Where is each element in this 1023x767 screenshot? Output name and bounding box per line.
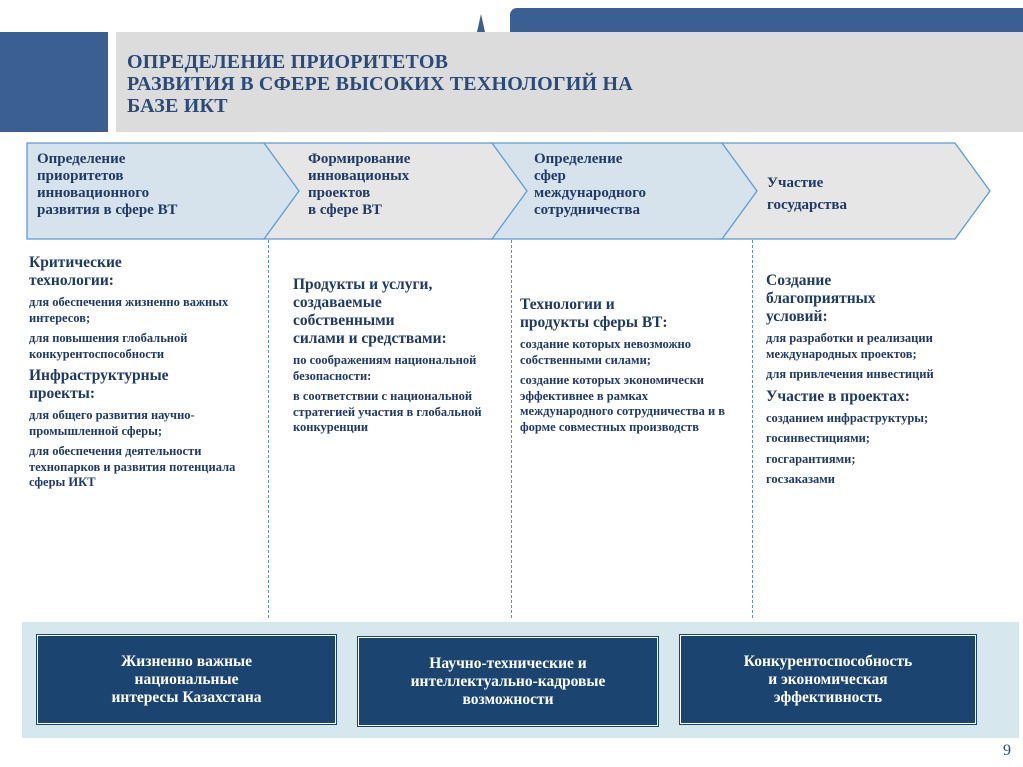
column-heading bbox=[520, 296, 742, 332]
goal-box-line: национальные bbox=[134, 670, 239, 688]
slide-title-line: РАЗВИТИЯ В СФЕРЕ ВЫСОКИХ ТЕХНОЛОГИЙ НА bbox=[127, 73, 633, 95]
column-heading-line: собственными bbox=[293, 312, 395, 329]
column-item: для обеспечения деятельности технопарков и развития потенциала сферы ИКТ bbox=[29, 444, 236, 489]
slide-title-line: БАЗЕ ИКТ bbox=[127, 95, 228, 117]
column-item: для обеспечения жизненно важных интересов; bbox=[29, 295, 229, 325]
chevron-label-line: развития в сфере ВТ bbox=[37, 202, 178, 218]
column-heading-line: силами и средствами: bbox=[293, 330, 447, 347]
chevron-label-line: Определение bbox=[534, 151, 623, 167]
column-item: для привлечения инвестиций bbox=[766, 367, 934, 381]
chevron-label-line: международного bbox=[534, 185, 647, 201]
column-state-participation bbox=[766, 272, 981, 493]
column-heading-line: Критические bbox=[29, 254, 122, 271]
goal-box-line: Жизненно важные bbox=[120, 652, 253, 670]
goal-box-line: возможности bbox=[462, 690, 554, 708]
column-item: госинвестициями; bbox=[766, 431, 870, 445]
column-heading bbox=[766, 388, 981, 406]
chevron-label-line: инновационного bbox=[37, 185, 150, 201]
column-item: госзаказами bbox=[766, 472, 836, 486]
column-heading bbox=[293, 276, 508, 348]
column-item: госгарантиями; bbox=[766, 451, 856, 466]
goal-box-line: интересы Казахстана bbox=[111, 688, 262, 706]
chevron-label-4 bbox=[767, 172, 847, 216]
chevron-label-line: инновационых bbox=[308, 168, 410, 184]
column-divider bbox=[511, 240, 512, 618]
column-heading-line: Продукты и услуги, bbox=[293, 276, 433, 293]
goal-box-competitiveness bbox=[680, 635, 976, 724]
column-technologies-products bbox=[520, 296, 742, 440]
chevron-label-line: приоритетов bbox=[37, 168, 124, 184]
goal-box-line: Научно-технические и bbox=[429, 654, 587, 672]
chevron-shape-4 bbox=[720, 143, 990, 239]
column-item: созданием инфраструктуры; bbox=[766, 410, 929, 425]
column-item: для разработки и реализации международных проектов; bbox=[766, 331, 933, 361]
column-heading bbox=[766, 272, 981, 326]
chevron-label-line: Формирование bbox=[308, 151, 411, 167]
chevron-label-3 bbox=[534, 151, 646, 219]
column-heading-line: Создание bbox=[766, 272, 832, 289]
goal-box-national-interests bbox=[37, 635, 336, 724]
page-number: 9 bbox=[1003, 742, 1011, 759]
column-critical-technologies bbox=[29, 254, 265, 496]
chevron-label-line: государства bbox=[767, 197, 848, 213]
chevron-label-line: сотрудничества bbox=[534, 202, 641, 218]
column-heading-line: продукты сферы ВТ: bbox=[520, 314, 668, 331]
goal-box-line: Конкурентоспособность bbox=[743, 652, 913, 670]
column-heading-line: Участие в проектах: bbox=[766, 387, 910, 405]
chevron-label-line: Определение bbox=[37, 151, 126, 167]
column-heading bbox=[29, 367, 265, 403]
goal-box-scientific-capabilities bbox=[358, 637, 658, 726]
column-item: по соображениям национальной безопасности: bbox=[293, 353, 477, 383]
column-heading-line: Технологии и bbox=[520, 296, 615, 313]
column-heading-line: Инфраструктурные bbox=[29, 367, 169, 384]
slide-title-line: ОПРЕДЕЛЕНИЕ ПРИОРИТЕТОВ bbox=[127, 51, 449, 73]
column-item: в соответствии с национальной стратегией участия в глобальной конкуренции bbox=[293, 389, 482, 434]
chevron-label-line: сфер bbox=[534, 168, 566, 184]
chevron-label-line: Участие bbox=[767, 175, 824, 191]
column-heading bbox=[29, 254, 265, 290]
chevron-label-line: в сфере ВТ bbox=[308, 202, 382, 218]
column-item: для общего развития научно-промышленной сферы; bbox=[29, 408, 195, 438]
column-item: создание которых невозможно собственными силами; bbox=[520, 337, 691, 367]
chevron-label-2 bbox=[308, 151, 410, 219]
column-heading-line: технологии: bbox=[29, 272, 114, 289]
column-heading-line: условий: bbox=[766, 308, 828, 325]
column-products-services bbox=[293, 276, 508, 441]
goal-box-line: и экономическая bbox=[768, 670, 888, 688]
column-heading-line: благоприятных bbox=[766, 290, 876, 307]
chevron-label-1 bbox=[37, 151, 177, 219]
column-divider bbox=[268, 240, 269, 618]
chevron-label-line: проектов bbox=[308, 185, 371, 201]
column-heading-line: проекты: bbox=[29, 385, 95, 402]
goal-box-line: интеллектуально-кадровые bbox=[410, 672, 606, 690]
goal-box-line: эффективность bbox=[773, 688, 883, 706]
column-heading-line: создаваемые bbox=[293, 294, 382, 311]
column-item: для повышения глобальной конкурентоспособности bbox=[29, 331, 188, 361]
column-divider bbox=[752, 240, 753, 618]
column-item: создание которых экономически эффективнее в рамках международного сотрудничества и в форме совместных производств bbox=[520, 373, 726, 434]
